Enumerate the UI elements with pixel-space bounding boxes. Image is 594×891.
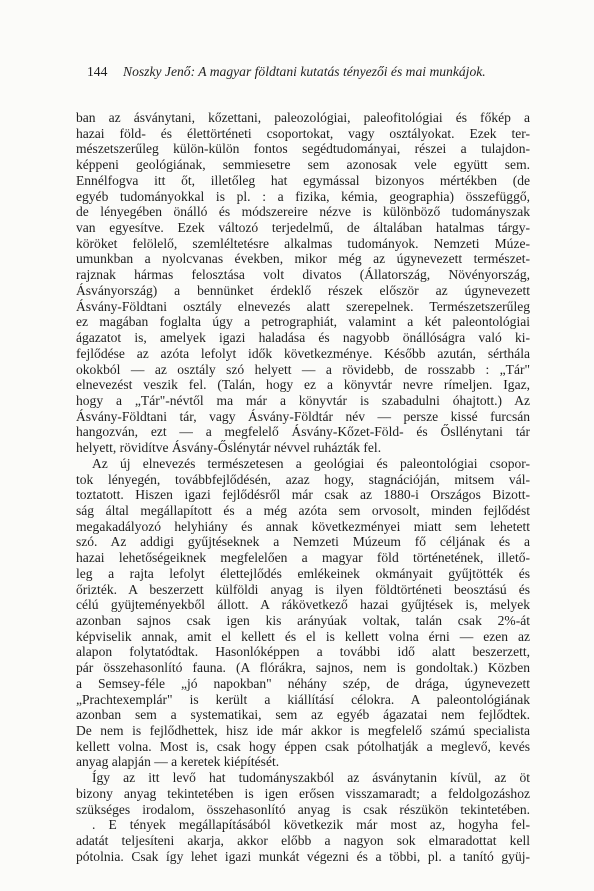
text-line: toztatott. Hiszen igazi fejlődésről már csak az 1880-i Országos Bizott- — [76, 487, 530, 503]
text-line: Így az itt levő hat tudományszakból az ásványtanin kívül, az öt — [92, 770, 530, 786]
text-line: de lényegében önálló és módszereire nézve is különböző tudományszak — [76, 204, 530, 220]
body-text — [76, 110, 530, 865]
text-line: kellett volna. Most is, csak hogy éppen csak pótolhatják a meglevő, kevés — [76, 738, 530, 754]
text-line: egyéb tudományokkal is pl. : a fizika, kémia, geographia) összefüggő, — [76, 188, 530, 204]
text-line: Ásvány-Földtani osztály elnevezés alatt szerepelnek. Természetszerűleg — [76, 298, 530, 314]
text-line: leg a rajta lefolyt élettejlődés emlékeinek okmányait gyűjtötték és — [76, 565, 530, 581]
text-line: helyett, rövidítve Ásvány-Őslénytár névvel ruházták fel. — [76, 440, 382, 456]
text-line: hangozván, ezt — a megfelelő Ásvány-Kőzet-Föld- és Ősllénytani tár — [76, 424, 530, 440]
text-line: adatát teljesíteni akarja, akkor előbb a nagyon sok elmaradottat kell — [76, 833, 530, 849]
text-line: célú gyüjteményekből állott. A rákövetkező hazai gyűjtések is, melyek — [76, 597, 530, 613]
text-line: képpeni geológiának, semmiesetre sem azonosak vele együtt sem. — [76, 157, 530, 173]
text-line: elnevezést veszik fel. (Talán, hogy ez a könyvtár nevre rímeljen. Igaz, — [76, 377, 530, 393]
text-line: fejlődése az azóta lefolyt idők következménye. Később azután, sérthála — [76, 345, 530, 361]
text-line: mészetszerűleg külön-külön fontos segédtudományai, részei a tulajdon- — [76, 141, 530, 157]
text-line: „Prachtexemplár" is került a kiállításí célokra. A paleontológiának — [76, 691, 530, 707]
text-line: ság által megállapított és a még azóta sem orvosolt, minden fejlődést — [76, 502, 530, 518]
text-line: pótolnia. Csak így lehet igazi munkát végezni és a többi, pl. a tanító gyüj- — [76, 848, 530, 864]
page-number: 144 — [87, 64, 108, 79]
text-line: alapon folytatódtak. Hasonlóképpen a további idő alatt beszerzett, — [76, 644, 530, 660]
text-line: képviselik annak, amit el kellett és el is kellett volna érni — ezen az — [76, 628, 530, 644]
text-line: Ásvány-Földtani tár, vagy Ásvány-Földtár név — persze kissé furcsán — [76, 408, 530, 424]
text-line: őrizték. A beszerzett külföldi anyag is ilyen földtörténeti beosztású és — [76, 581, 530, 597]
text-line: tok lényegén, továbbfejlődésén, azaz hogy, stagnációján, mitsem vál- — [76, 471, 530, 487]
running-title: Noszky Jenő: A magyar földtani kutatás tényezői és mai munkájok. — [123, 64, 486, 79]
text-line: hazai föld- és élettörténeti csoportokat, vagy osztályokat. Ezek ter- — [76, 125, 530, 141]
text-line: bizony anyag tekintetében is igen erősen visszamaradt; a feldolgozáshoz — [76, 785, 530, 801]
text-line: rajznak hármas felosztása volt divatos (Állatország, Növényország, — [76, 267, 530, 283]
text-line: köröket felölelő, szemléltetésre alkalmas tudományok. Nemzeti Múze- — [76, 235, 530, 251]
text-line: Az új elnevezés természetesen a geológiai és paleontológiai csopor- — [92, 455, 530, 471]
text-line: pár összehasonlító fauna. (A flórákra, sajnos, nem is gondoltak.) Közben — [76, 660, 530, 676]
text-line: van egyesítve. Ezek változó terjedelmű, de általában hatalmas tárgy- — [76, 220, 530, 236]
text-line: ez magában foglalta úgy a petrographiát, valamint a két paleontológiai — [76, 314, 530, 330]
text-line: Ennélfogva itt őt, illetőleg hat egymással bizonyos mértékben (de — [76, 172, 530, 188]
text-line: Ásványország) a bennünket érdeklő részek először az úgynevezett — [76, 282, 530, 298]
text-line: umunkban a nyolcvanas években, mikor még az úgynevezett természet- — [76, 251, 530, 267]
text-line: De nem is fejlődhettek, hisz ide már akkor is megfelelő számú specialista — [76, 723, 530, 739]
text-line: a Semsey-féle „jó napokban" néhány szép, de drága, úgynevezett — [76, 675, 530, 691]
running-head — [87, 62, 527, 82]
text-line: azonban sajnos csak igen kis arányúak voltak, talán csak 2%-át — [76, 613, 530, 628]
text-line: anyag alapján — a keretek kiépítését. — [76, 754, 280, 770]
text-line: hazai lehetőségeiknek megfelelően a magyar föld történetének, illető- — [76, 550, 530, 566]
text-line: azonban sem a systematikai, sem az egyéb ágazatai nem fejlődtek. — [76, 707, 530, 723]
text-line: okokból — az osztály szó helyett — a rövidebb, de rosszabb : „Tár" — [76, 361, 530, 377]
text-line: ban az ásványtani, kőzettani, paleozológiai, paleofitológiai és főkép a — [76, 110, 530, 125]
text-line: . E tények megállapításából következik már most az, hogyha fel- — [92, 817, 530, 833]
text-line: ágazatot is, amelyek igazi haladása és nagyobb önállóságra való ki- — [76, 330, 530, 346]
text-line: szükséges irodalom, összehasonlító anyag is csak részükön tekintetében. — [76, 801, 530, 817]
text-line: szó. Az addigi gyűjtéseknek a Nemzeti Múzeum fő céljának és a — [76, 534, 530, 550]
text-line: megakadályozó helyhiány és annak következményei miatt sem lehetett — [76, 518, 530, 534]
text-line: hogy a „Tár"-névtől ma már a könyvtár is szabadulni óhajtott.) Az — [76, 392, 530, 408]
